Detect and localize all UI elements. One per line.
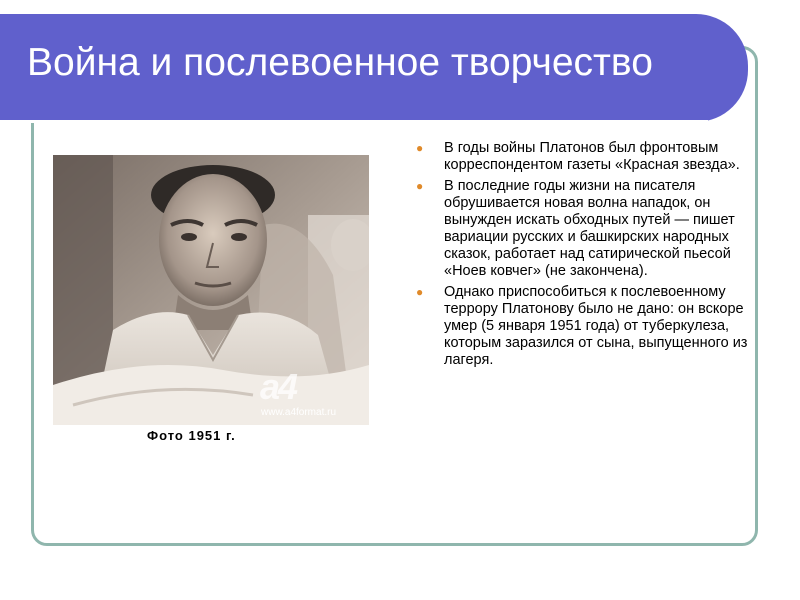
title-underline <box>0 120 708 123</box>
bullet-text: Однако приспособиться к послевоенному террору Платонову было не дано: он вскоре умер (5 января 1951 года) от туберкулеза, которым заразился от сына, выпущенного из лагеря. <box>444 284 748 368</box>
bullet-text: В годы войны Платонов был фронтовым корреспондентом газеты «Красная звезда». <box>444 140 740 173</box>
watermark-logo: а4 <box>260 366 297 407</box>
bullet-list <box>416 140 750 373</box>
bullet-item <box>416 178 750 280</box>
bullet-text: В последние годы жизни на писателя обрушивается новая волна нападок, он вынужден искать обходных путей — пишет вариации русских и башкирских народных сказок, работает над сатирической пьесой «Ноев ковчег» (не закончена). <box>444 178 735 279</box>
watermark-url: www.a4format.ru <box>261 407 337 418</box>
photo-caption: Фото 1951 г. <box>147 428 236 443</box>
bullet-marker-icon: ● <box>416 179 424 193</box>
bullet-item <box>416 140 750 174</box>
bullet-item <box>416 284 750 369</box>
bullet-marker-icon: ● <box>416 285 424 299</box>
slide-title: Война и послевоенное творчество <box>27 41 653 84</box>
bullet-marker-icon: ● <box>416 141 424 155</box>
